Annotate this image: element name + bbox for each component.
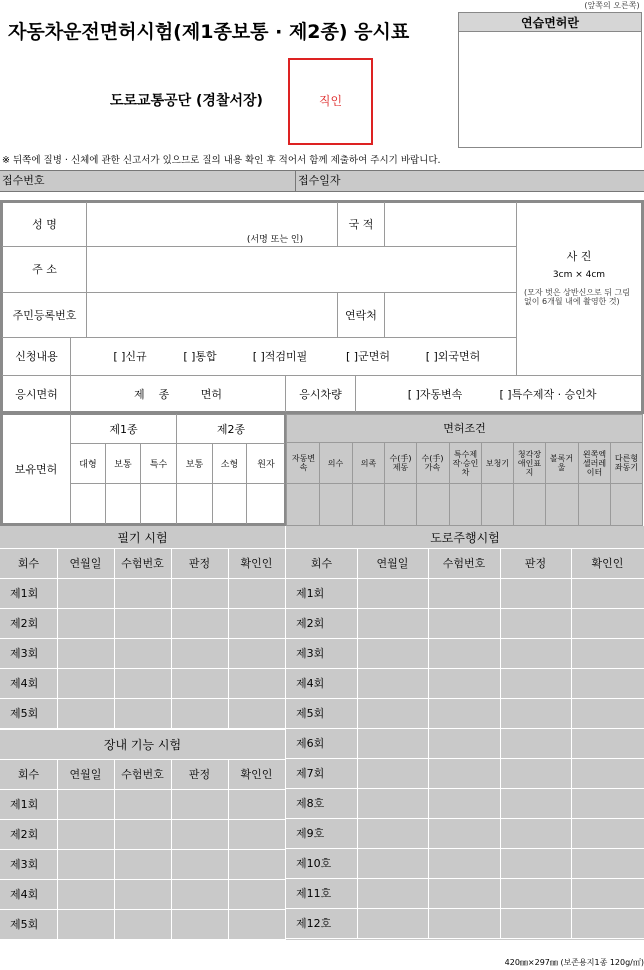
road-header-5: 확인인 — [591, 557, 624, 570]
skill-row-label: 제2회 — [10, 828, 39, 841]
skill-cell[interactable] — [58, 820, 114, 849]
written-exam-title: 필기 시험 — [117, 530, 168, 545]
road-row-label: 제5회 — [296, 707, 325, 720]
condition-checkbox-8[interactable] — [514, 484, 545, 524]
road-cell[interactable] — [501, 579, 571, 608]
condition-checkbox-10[interactable] — [579, 484, 610, 524]
road-cell[interactable] — [429, 639, 500, 668]
class1-header: 제1종 — [109, 422, 138, 436]
nationality-label: 국 적 — [348, 218, 374, 231]
road-cell[interactable] — [358, 729, 428, 758]
road-test-title: 도로주행시험 — [430, 530, 500, 545]
sign-hint: (서명 또는 인) — [246, 234, 304, 245]
written-cell[interactable] — [172, 609, 228, 638]
condition-checkbox-3[interactable] — [353, 484, 384, 524]
road-cell[interactable] — [358, 609, 428, 638]
condition-10: 왼쪽엑셀러레이터 — [582, 449, 607, 477]
written-header-1: 회수 — [17, 557, 40, 570]
skill-cell[interactable] — [229, 880, 285, 909]
address-field[interactable] — [87, 247, 515, 291]
road-cell[interactable] — [358, 579, 428, 608]
class2-motorized-bicycle: 원자 — [257, 459, 275, 470]
road-row-label: 제9호 — [296, 827, 325, 840]
written-cell[interactable] — [172, 639, 228, 668]
written-cell[interactable] — [58, 609, 114, 638]
written-cell[interactable] — [229, 699, 285, 728]
option-military-license[interactable]: [ ]군면허 — [346, 350, 390, 363]
skill-test-title: 장내 기능 시험 — [103, 737, 182, 752]
application-type-label: 신청내용 — [15, 350, 58, 363]
road-cell[interactable] — [429, 759, 500, 788]
condition-checkbox-2[interactable] — [320, 484, 351, 524]
condition-4: 수(手)제동 — [389, 454, 412, 472]
road-cell[interactable] — [572, 849, 644, 878]
skill-cell[interactable] — [172, 790, 228, 819]
written-cell[interactable] — [115, 579, 171, 608]
written-cell[interactable] — [229, 669, 285, 698]
written-header-5: 확인인 — [240, 557, 273, 570]
written-cell[interactable] — [58, 699, 114, 728]
written-row-label: 제4회 — [10, 677, 39, 690]
skill-cell[interactable] — [58, 850, 114, 879]
road-cell[interactable] — [501, 879, 571, 908]
receipt-date-label: 접수일자 — [298, 174, 341, 187]
class2-ordinary: 보통 — [185, 459, 204, 470]
class1-ordinary: 보통 — [114, 459, 132, 470]
road-row-label: 제10호 — [296, 857, 332, 870]
road-cell[interactable] — [572, 669, 644, 698]
road-row-label: 제2회 — [296, 617, 325, 630]
road-cell[interactable] — [572, 639, 644, 668]
skill-header-4: 판정 — [188, 768, 211, 781]
practice-license-box — [458, 12, 642, 148]
photo-note: (모자 벗은 상반신으로 뒤 그림 없이 6개월 내에 촬영한 것) — [524, 288, 631, 306]
skill-cell[interactable] — [172, 820, 228, 849]
road-cell[interactable] — [501, 669, 571, 698]
option-new[interactable]: [ ]신규 — [113, 350, 147, 363]
road-cell[interactable] — [572, 879, 644, 908]
skill-header-2: 연월일 — [69, 768, 102, 781]
written-cell[interactable] — [172, 669, 228, 698]
class1-large: 대형 — [79, 459, 97, 470]
paper-spec: 420㎜×297㎜ (보존용지1종 120g/㎡) — [504, 957, 644, 967]
nationality-field[interactable] — [385, 203, 515, 245]
skill-cell[interactable] — [58, 790, 114, 819]
class2-small: 소형 — [220, 459, 239, 470]
skill-cell[interactable] — [229, 850, 285, 879]
road-cell[interactable] — [429, 729, 500, 758]
id-number-label: 주민등록번호 — [12, 308, 77, 322]
photo-title: 사 진 — [566, 250, 592, 263]
conditions-header: 면허조건 — [443, 422, 486, 435]
road-cell[interactable] — [358, 759, 428, 788]
road-cell[interactable] — [429, 909, 500, 938]
condition-checkbox-4[interactable] — [385, 484, 416, 524]
road-cell[interactable] — [358, 669, 428, 698]
road-cell[interactable] — [572, 759, 644, 788]
road-cell[interactable] — [358, 789, 428, 818]
condition-3: 의족 — [360, 458, 377, 468]
skill-cell[interactable] — [115, 910, 171, 939]
road-cell[interactable] — [429, 669, 500, 698]
written-row-label: 제3회 — [10, 647, 39, 660]
practice-license-label: 연습면허란 — [521, 16, 579, 30]
official-seal-label: 직인 — [318, 93, 343, 108]
road-header-4: 판정 — [524, 557, 547, 570]
written-cell[interactable] — [115, 609, 171, 638]
condition-9: 볼록거울 — [549, 454, 574, 472]
skill-cell[interactable] — [172, 850, 228, 879]
vehicle-label: 응시차량 — [299, 387, 342, 401]
written-cell[interactable] — [115, 699, 171, 728]
skill-cell[interactable] — [58, 880, 114, 909]
condition-6: 특수제작·승인차 — [452, 449, 479, 477]
written-header-3: 수험번호 — [121, 557, 164, 570]
skill-header-3: 수험번호 — [121, 768, 164, 781]
address-label: 주 소 — [32, 263, 57, 276]
skill-cell[interactable] — [172, 910, 228, 939]
written-header-2: 연월일 — [69, 557, 102, 570]
written-cell[interactable] — [58, 669, 114, 698]
road-row-label: 제3회 — [296, 647, 325, 660]
class1-special: 특수 — [149, 459, 168, 470]
written-cell[interactable] — [115, 669, 171, 698]
road-cell[interactable] — [572, 699, 644, 728]
license-label: 응시면허 — [15, 387, 58, 401]
condition-7: 보청기 — [485, 458, 510, 468]
skill-cell[interactable] — [58, 910, 114, 939]
skill-cell[interactable] — [115, 790, 171, 819]
option-foreign-license[interactable]: [ ]외국면허 — [425, 350, 481, 363]
road-row-label: 제4회 — [296, 677, 325, 690]
road-cell[interactable] — [501, 759, 571, 788]
road-cell[interactable] — [429, 789, 500, 818]
option-aptitude-unfinished[interactable]: [ ]적검미필 — [252, 350, 308, 363]
id-number-field[interactable] — [87, 293, 336, 336]
road-cell[interactable] — [501, 639, 571, 668]
skill-cell[interactable] — [172, 880, 228, 909]
road-cell[interactable] — [358, 819, 428, 848]
road-row-label: 제7회 — [296, 767, 325, 780]
road-cell[interactable] — [572, 579, 644, 608]
skill-cell[interactable] — [229, 820, 285, 849]
written-row-label: 제1회 — [10, 587, 39, 600]
road-cell[interactable] — [501, 789, 571, 818]
condition-checkbox-6[interactable] — [450, 484, 481, 524]
written-row-label: 제5회 — [10, 707, 39, 720]
road-row-label: 제6회 — [296, 737, 325, 750]
class2-header: 제2종 — [216, 422, 246, 436]
road-cell[interactable] — [572, 729, 644, 758]
contact-field[interactable] — [385, 293, 515, 336]
condition-1: 자동변속 — [291, 454, 316, 472]
road-cell[interactable] — [358, 879, 428, 908]
road-cell[interactable] — [501, 729, 571, 758]
road-row-label: 제11호 — [296, 887, 332, 900]
written-cell[interactable] — [115, 639, 171, 668]
road-row-label: 제8호 — [296, 797, 325, 810]
written-cell[interactable] — [229, 639, 285, 668]
holding-license-label: 보유면허 — [14, 463, 58, 476]
skill-cell[interactable] — [115, 880, 171, 909]
written-cell[interactable] — [58, 579, 114, 608]
road-cell[interactable] — [429, 609, 500, 638]
photo-size: 3cm × 4cm — [552, 270, 606, 280]
skill-cell[interactable] — [229, 790, 285, 819]
skill-row-label: 제4회 — [10, 888, 39, 901]
road-header-1: 회수 — [310, 557, 333, 570]
condition-11: 다른형좌동기 — [614, 454, 639, 472]
written-cell[interactable] — [58, 639, 114, 668]
road-cell[interactable] — [429, 579, 500, 608]
written-cell[interactable] — [172, 699, 228, 728]
name-label: 성 명 — [32, 218, 57, 231]
road-cell[interactable] — [572, 789, 644, 818]
license-value[interactable]: 제 종 면허 — [134, 387, 222, 401]
road-cell[interactable] — [429, 699, 500, 728]
road-cell[interactable] — [572, 819, 644, 848]
road-row-label: 제12호 — [296, 917, 332, 930]
condition-checkbox-1[interactable] — [288, 484, 319, 524]
written-cell[interactable] — [172, 579, 228, 608]
road-cell[interactable] — [572, 609, 644, 638]
road-row-label: 제1회 — [296, 587, 325, 600]
form-title: 자동차운전면허시험(제1종보통 · 제2종) 응시표 — [8, 20, 410, 43]
written-header-4: 판정 — [188, 557, 211, 570]
road-header-3: 수험번호 — [442, 557, 486, 570]
road-cell[interactable] — [358, 639, 428, 668]
option-special-vehicle[interactable]: [ ]특수제작 · 승인차 — [499, 387, 597, 401]
skill-cell[interactable] — [115, 820, 171, 849]
skill-header-5: 확인인 — [240, 768, 273, 781]
road-header-2: 연월일 — [376, 557, 409, 570]
agency-name: 도로교통공단 (경찰서장) — [110, 93, 263, 109]
road-cell[interactable] — [429, 819, 500, 848]
road-cell[interactable] — [572, 909, 644, 938]
written-cell[interactable] — [229, 609, 285, 638]
condition-checkbox-5[interactable] — [417, 484, 448, 524]
condition-8: 청각장애인표지 — [517, 449, 542, 477]
skill-cell[interactable] — [229, 910, 285, 939]
road-cell[interactable] — [358, 849, 428, 878]
road-cell[interactable] — [501, 849, 571, 878]
road-cell[interactable] — [501, 819, 571, 848]
road-cell[interactable] — [501, 909, 571, 938]
skill-row-label: 제3회 — [10, 858, 39, 871]
notice-text: ※ 뒤쪽에 질병 · 신체에 관한 신고서가 있으므로 질의 내용 확인 후 적어서 함께 제출하여 주시기 바랍니다. — [2, 155, 441, 166]
condition-checkbox-7[interactable] — [482, 484, 513, 524]
road-cell[interactable] — [429, 849, 500, 878]
corner-note: (앞쪽의 오른쪽) — [584, 0, 640, 10]
condition-2: 의수 — [327, 458, 344, 468]
road-cell[interactable] — [501, 609, 571, 638]
written-row-label: 제2회 — [10, 617, 39, 630]
contact-label: 연락처 — [345, 308, 377, 322]
skill-header-1: 회수 — [17, 768, 40, 781]
skill-row-label: 제1회 — [10, 798, 39, 811]
skill-row-label: 제5회 — [10, 918, 39, 931]
road-cell[interactable] — [358, 699, 428, 728]
road-cell[interactable] — [501, 699, 571, 728]
option-automatic[interactable]: [ ]자동변속 — [407, 387, 463, 401]
written-cell[interactable] — [229, 579, 285, 608]
road-cell[interactable] — [429, 879, 500, 908]
receipt-number-label: 접수번호 — [2, 174, 45, 187]
condition-checkbox-11[interactable] — [611, 484, 642, 524]
condition-5: 수(手)가속 — [421, 454, 444, 472]
option-integrated[interactable]: [ ]통합 — [183, 350, 217, 363]
road-cell[interactable] — [358, 909, 428, 938]
skill-cell[interactable] — [115, 850, 171, 879]
condition-checkbox-9[interactable] — [546, 484, 577, 524]
